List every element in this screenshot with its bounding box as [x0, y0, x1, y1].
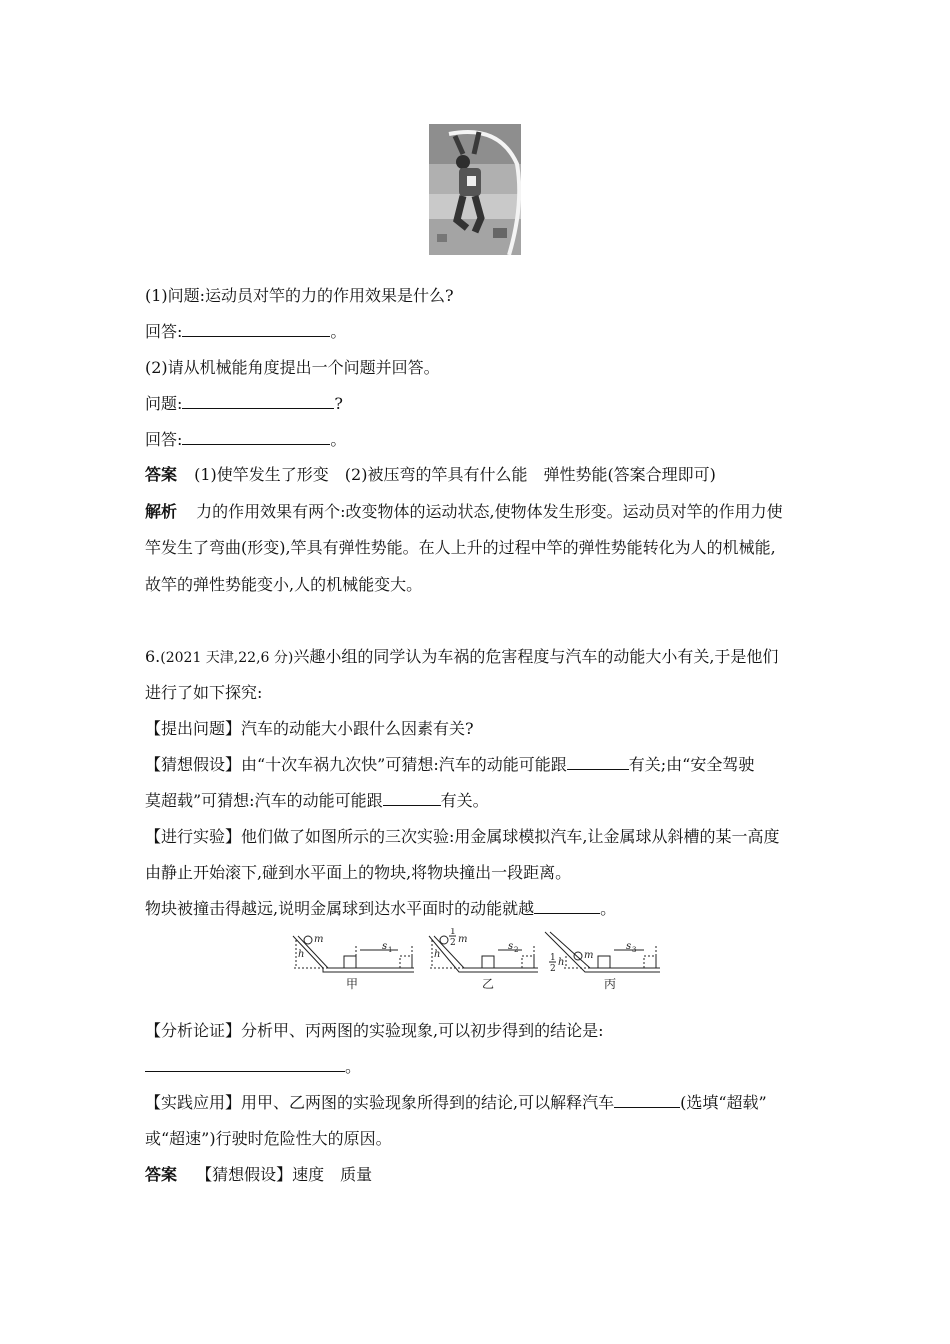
diagram-label-yi: 乙: [482, 977, 495, 991]
diagram-h1: h: [298, 949, 305, 960]
q6-guess-1a: 【猜想假设】由“十次车祸九次快”可猜想:汽车的动能可能跟: [145, 755, 567, 774]
diagram-m2-den: 2: [450, 938, 456, 948]
q5-answer-2-prefix: 回答:: [145, 430, 183, 449]
q6-guess-blank-2[interactable]: [383, 791, 441, 806]
q6-exp-1: 【进行实验】他们做了如图所示的三次实验:用金属球模拟汽车,让金属球从斜槽的某一高度: [145, 827, 780, 846]
diagram-m2-num: 1: [450, 928, 456, 937]
q6-source: (2021 天津,22,6 分): [160, 650, 294, 666]
diagram-s2-sub: 2: [514, 946, 519, 954]
diagram-m3: m: [584, 950, 594, 961]
q6-apply-1a: 【实践应用】用甲、乙两图的实验现象所得到的结论,可以解释汽车: [145, 1093, 615, 1112]
q6-intro-1: 兴趣小组的同学认为车祸的危害程度与汽车的动能大小有关,于是他们: [293, 647, 779, 666]
q5-answer-1-suffix: 。: [330, 322, 347, 341]
q6-exp-2: 由静止开始滚下,碰到水平面上的物块,将物块撞出一段距离。: [145, 863, 572, 882]
q6-analysis-blank[interactable]: [145, 1057, 345, 1072]
q6-answer: [145, 1165, 372, 1185]
diagram-label-jia: 甲: [346, 977, 359, 991]
q5-answer-text: (1)使竿发生了形变 (2)被压弯的竿具有什么能 弹性势能(答案合理即可): [194, 465, 716, 484]
q5-answer-1-blank[interactable]: [182, 322, 330, 337]
q6-guess-2b: 有关。: [440, 791, 489, 810]
q5-question-2-blank[interactable]: [182, 394, 334, 409]
q5-answer: [145, 465, 716, 485]
q5-analysis-label: 解析: [145, 502, 178, 521]
q5-question-2-line: [145, 394, 343, 414]
q5-answer-2-blank[interactable]: [182, 430, 330, 445]
diagram-h3: h: [558, 957, 565, 968]
pole-vault-photo: [429, 124, 521, 255]
q5-analysis-line-1: [145, 502, 783, 522]
q6-exp-3a: 物块被撞击得越远,说明金属球到达水平面时的动能就越: [145, 899, 535, 918]
q6-exp-3b: 。: [600, 899, 617, 918]
q5-answer-1-line: [145, 322, 346, 342]
q5-answer-2-suffix: 。: [330, 430, 347, 449]
q6-apply-1b: (选填“超载”: [680, 1093, 767, 1112]
q6-guess-2a: 莫超载”可猜想:汽车的动能可能跟: [145, 791, 383, 810]
q5-question-2-prefix: 问题:: [145, 394, 183, 413]
q6-analysis-answer-line: [145, 1057, 361, 1077]
diagram-m2: m: [458, 934, 468, 945]
q6-analysis-line: 【分析论证】分析甲、丙两图的实验现象,可以初步得到的结论是:: [145, 1021, 604, 1040]
q5-answer-1-prefix: 回答:: [145, 322, 183, 341]
q6-exp-blank[interactable]: [534, 899, 600, 914]
q5-question-1: (1)问题:运动员对竿的力的作用效果是什么?: [145, 286, 454, 305]
q5-analysis-text-3: 故竿的弹性势能变小,人的机械能变大。: [145, 575, 423, 594]
diagram-label-bing: 丙: [604, 977, 617, 991]
diagram-s1-sub: 1: [388, 946, 393, 954]
q5-answer-2-line: [145, 430, 346, 450]
q6-guess-line-2: [145, 791, 489, 811]
q6-analysis-end: 。: [345, 1057, 362, 1076]
pole-vault-image: [429, 124, 521, 255]
diagram-s3: s: [626, 941, 632, 952]
diagram-h3-den: 2: [550, 964, 556, 974]
q6-intro-line-1: [145, 647, 778, 668]
q5-analysis-text-2: 竿发生了弯曲(形变),竿具有弹性势能。在人上升的过程中竿的弹性势能转化为人的机械能,: [145, 538, 776, 557]
q5-analysis-text-1: 力的作用效果有两个:改变物体的运动状态,使物体发生形变。运动员对竿的作用力使: [196, 502, 783, 521]
q6-answer-text: 【猜想假设】速度 质量: [196, 1165, 373, 1184]
diagram-h2: h: [434, 949, 441, 960]
diagram-s3-sub: 3: [632, 946, 637, 954]
q6-apply-blank[interactable]: [614, 1093, 680, 1108]
q6-number: 6.: [145, 647, 161, 666]
diagram-h3-num: 1: [550, 953, 556, 963]
q6-apply-line-1: [145, 1093, 767, 1113]
diagram-panel-yi: [429, 928, 538, 991]
q5-question-2-suffix: ?: [334, 394, 343, 413]
q6-guess-blank-1[interactable]: [567, 755, 629, 770]
q6-apply-2: 或“超速”)行驶时危险性大的原因。: [145, 1129, 392, 1148]
q6-guess-1b: 有关;由“安全驾驶: [628, 755, 755, 774]
q6-ask: 【提出问题】汽车的动能大小跟什么因素有关?: [145, 719, 474, 738]
diagram-panel-jia: [293, 934, 414, 991]
diagram-m1: m: [314, 934, 324, 945]
q6-intro-2: 进行了如下探究:: [145, 683, 263, 702]
q6-guess-line-1: [145, 755, 754, 775]
diagram-s2: s: [508, 941, 514, 952]
q6-exp-line-3: [145, 899, 616, 919]
q6-answer-label: 答案: [145, 1165, 178, 1184]
diagram-s1: s: [382, 941, 388, 952]
q5-answer-label: 答案: [145, 465, 178, 484]
experiment-diagram: [288, 928, 666, 1008]
diagram-panel-bing: [545, 932, 660, 991]
q5-question-2: (2)请从机械能角度提出一个问题并回答。: [145, 358, 440, 377]
